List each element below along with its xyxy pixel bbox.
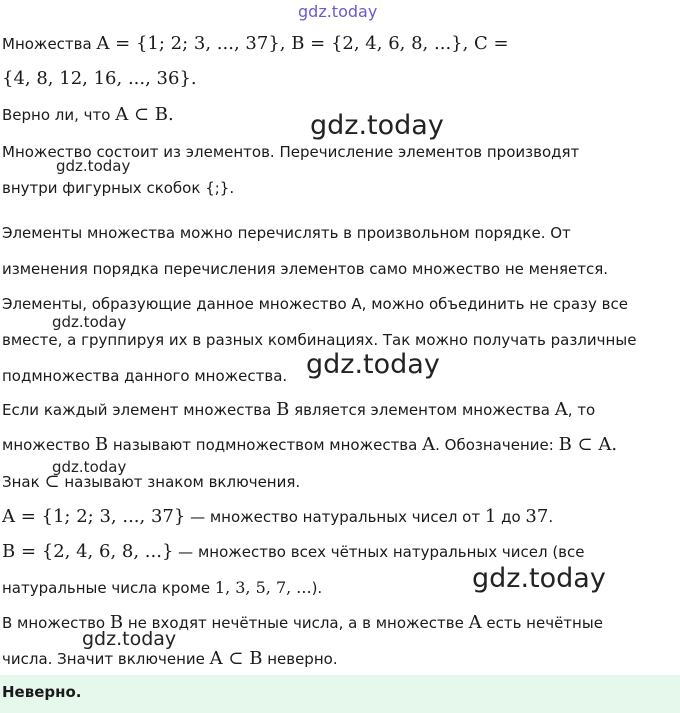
solution-line <box>2 506 553 528</box>
text: до <box>496 508 526 526</box>
math: 1, 3, 5, 7, ... <box>214 578 312 597</box>
watermark: gdz.today <box>52 313 127 331</box>
task-question-math: A ⊂ B. <box>115 104 174 125</box>
math: B ⊂ A. <box>558 434 618 455</box>
math: B <box>276 399 290 420</box>
text: , то <box>567 401 596 419</box>
math: B <box>109 612 124 633</box>
theory-line: подмножества данного множества. <box>2 367 288 385</box>
text: В множество <box>2 614 110 632</box>
task-question-text: Верно ли, что <box>2 106 116 124</box>
watermark: gdz.today <box>52 458 127 476</box>
theory-line: вместе, а группируя их в разных комбинациях. Так можно получать различные <box>2 331 637 349</box>
solution-line <box>2 577 322 599</box>
task-question <box>2 104 174 126</box>
solution-line <box>2 541 585 563</box>
math: A ⊂ B <box>209 648 263 669</box>
math: 1 <box>484 506 497 527</box>
text: Знак <box>2 473 45 491</box>
theory-line: Элементы множества можно перечислять в произвольном порядке. От <box>2 224 571 242</box>
theory-line: Элементы, образующие данное множество А, можно объединить не сразу все <box>2 295 628 313</box>
solution-line <box>2 648 338 670</box>
task-line-2 <box>2 68 197 90</box>
definition-line <box>2 399 595 421</box>
watermark: gdz.today <box>310 110 444 141</box>
theory-line: Множество состоит из элементов. Перечисление элементов производят <box>2 143 580 161</box>
watermark: gdz.today <box>306 349 440 380</box>
text: натуральные числа кроме <box>2 579 215 597</box>
text: Если каждый элемент множества <box>2 401 277 419</box>
task-math: A = {1; 2; 3, ..., 37}, B = {2, 4, 6, 8, ...}, C = <box>96 33 509 54</box>
theory-line: изменения порядка перечисления элементов само множество не меняется. <box>2 260 608 278</box>
text: числа. Значит включение <box>2 650 210 668</box>
text: — множество натуральных чисел от <box>185 508 485 526</box>
answer-text: Неверно. <box>2 683 82 701</box>
task-text: Множества <box>2 35 97 53</box>
math: ⊂ <box>44 471 60 492</box>
text: . <box>548 508 554 526</box>
text: называют подмножеством множества <box>108 436 423 454</box>
text: ). <box>311 579 323 597</box>
text: — множество всех чётных натуральных чисел (все <box>173 543 585 561</box>
math: B = {2, 4, 6, 8, ...} <box>2 541 174 562</box>
definition-line <box>2 471 300 493</box>
math: B <box>94 434 109 455</box>
watermark: gdz.today <box>56 157 131 175</box>
text: называют знаком включения. <box>59 473 301 491</box>
watermark: gdz.today <box>472 563 606 594</box>
watermark-top: gdz.today <box>298 2 378 21</box>
text: не входят нечётные числа, а в множестве <box>123 614 469 632</box>
text: . Обозначение: <box>435 436 559 454</box>
text: есть нечётные <box>481 614 603 632</box>
theory-line: внутри фигурных скобок {;}. <box>2 179 235 197</box>
text: неверно. <box>262 650 338 668</box>
math: 37 <box>525 506 549 527</box>
answer-box <box>0 675 680 713</box>
definition-line <box>2 434 617 456</box>
math: A = {1; 2; 3, ..., 37} <box>2 506 186 527</box>
task-line-1 <box>2 33 509 55</box>
text: является элементом множества <box>289 401 555 419</box>
task-math-c: {4, 8, 12, 16, ..., 36}. <box>2 68 197 89</box>
text: множество <box>2 436 95 454</box>
watermark: gdz.today <box>82 628 177 650</box>
math: A <box>422 434 436 455</box>
math: A <box>554 399 568 420</box>
math: A <box>468 612 482 633</box>
